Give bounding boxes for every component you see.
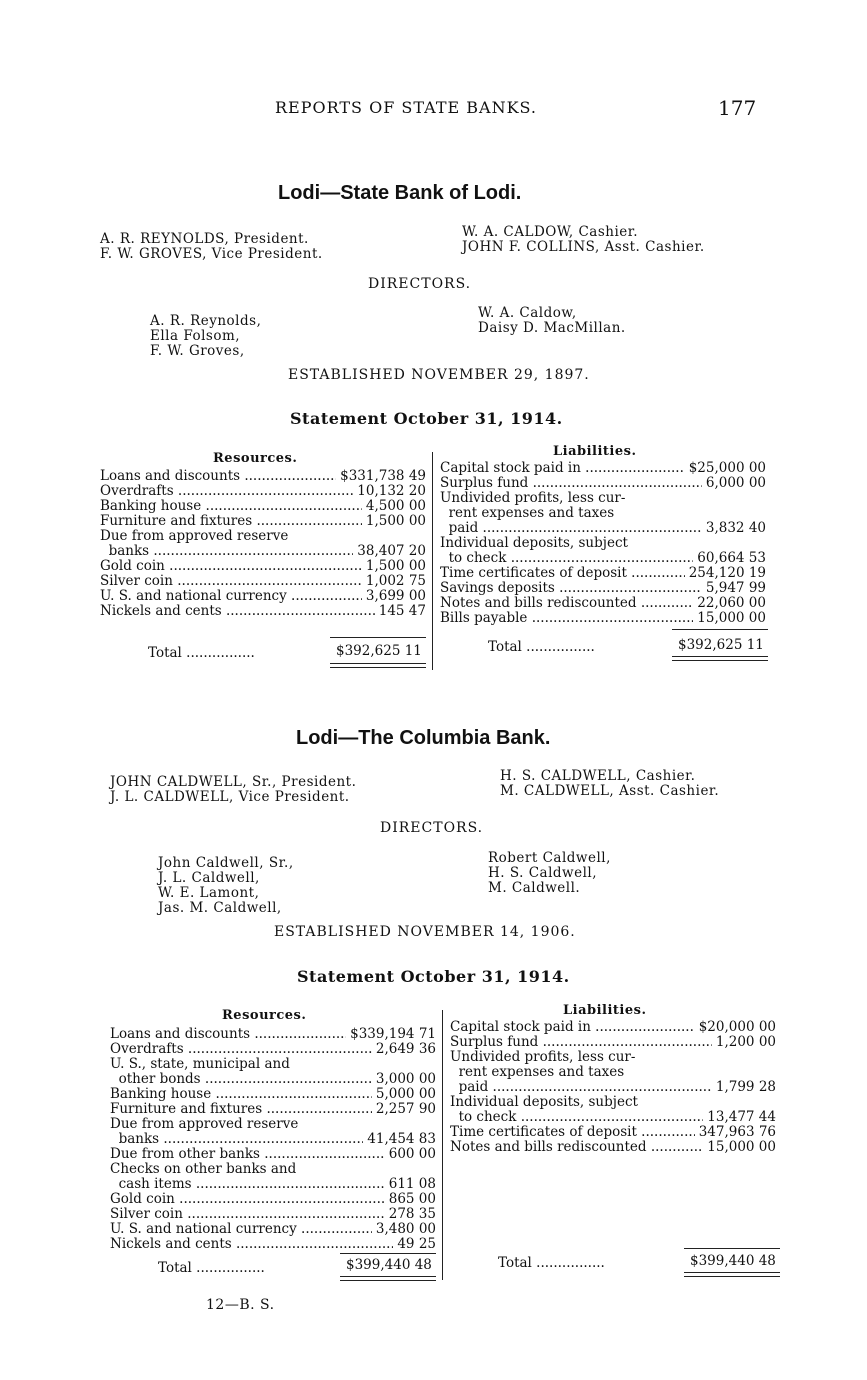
row-label: Silver coin .....	[110, 1207, 385, 1222]
row-label: Gold coin .....	[100, 559, 362, 574]
row-amount: 145 47	[378, 603, 426, 619]
row-label: Capital stock paid in .....	[440, 461, 685, 476]
row-label: Individual deposits, subject	[450, 1095, 638, 1110]
row-amount: 1,500 00	[365, 513, 426, 529]
statement-row	[100, 604, 426, 619]
row-amount: 600 00	[388, 1146, 436, 1162]
statement-row	[440, 491, 766, 506]
row-amount	[422, 529, 426, 544]
rule	[672, 629, 768, 630]
total-label: Total	[498, 1255, 532, 1271]
signature-mark: 12—B. S.	[206, 1297, 275, 1313]
row-amount: 1,002 75	[365, 573, 426, 589]
bank1-title: Lodi—State Bank of Lodi.	[278, 182, 522, 204]
statement-row	[110, 1117, 436, 1132]
officer: F. W. GROVES, Vice President.	[100, 246, 323, 262]
officer: H. S. CALDWELL, Cashier.	[500, 768, 696, 784]
bank1-officers-right	[462, 225, 705, 255]
statement-row	[440, 461, 766, 476]
bank2-title: Lodi—The Columbia Bank.	[296, 727, 551, 749]
row-label: Furniture and fixtures .....	[100, 514, 362, 529]
row-label: Nickels and cents .....	[100, 604, 375, 619]
bank2-liabilities-heading: Liabilities.	[563, 1003, 647, 1018]
director: H. S. Caldwell,	[488, 865, 598, 881]
row-amount: 611 08	[388, 1176, 436, 1192]
row-amount	[772, 1065, 776, 1080]
bank1-resources-heading: Resources.	[213, 451, 298, 466]
statement-row	[450, 1020, 776, 1035]
row-amount: 13,477 44	[707, 1109, 776, 1125]
bank2-liabilities-total-label: Total ................	[498, 1255, 605, 1271]
bank1-established: ESTABLISHED NOVEMBER 29, 1897.	[288, 367, 590, 383]
statement-row	[440, 521, 766, 536]
row-label: Loans and discounts .....	[100, 469, 336, 484]
row-amount: $25,000 00	[688, 460, 766, 476]
bank2-officers-right	[500, 769, 719, 799]
row-label: U. S. and national currency .....	[110, 1222, 372, 1237]
officer: J. L. CALDWELL, Vice President.	[110, 789, 350, 805]
statement-row	[110, 1087, 436, 1102]
row-amount	[432, 1057, 436, 1072]
bank1-statement-date: Statement October 31, 1914.	[290, 409, 563, 428]
row-label: Individual deposits, subject	[440, 536, 628, 551]
row-label: Nickels and cents .....	[110, 1237, 393, 1252]
row-amount: 3,832 40	[705, 520, 766, 536]
row-label: Gold coin .....	[110, 1192, 385, 1207]
row-amount: 15,000 00	[707, 1139, 776, 1155]
row-label: Loans and discounts .....	[110, 1027, 346, 1042]
statement-row	[450, 1110, 776, 1125]
double-rule	[340, 1280, 436, 1281]
statement-row	[100, 544, 426, 559]
statement-row	[110, 1027, 436, 1042]
column-divider	[432, 452, 433, 670]
row-amount: 278 35	[388, 1206, 436, 1222]
statement-row	[440, 536, 766, 551]
row-label: to check .....	[440, 551, 693, 566]
statement-row	[100, 484, 426, 499]
row-amount	[762, 536, 766, 551]
statement-row	[440, 476, 766, 491]
row-label: Banking house .....	[110, 1087, 372, 1102]
total-label: Total	[158, 1260, 192, 1276]
row-label: Due from other banks .....	[110, 1147, 385, 1162]
row-amount	[762, 506, 766, 521]
rule	[330, 637, 426, 638]
row-label: rent expenses and taxes	[440, 506, 615, 521]
row-label: cash items .....	[110, 1177, 385, 1192]
statement-row	[110, 1102, 436, 1117]
row-amount: 1,200 00	[715, 1034, 776, 1050]
row-amount: 49 25	[397, 1236, 436, 1252]
row-amount: $331,738 49	[340, 468, 426, 484]
row-amount: 865 00	[388, 1191, 436, 1207]
bank2-officers-left	[110, 775, 356, 805]
row-label: Overdrafts .....	[110, 1042, 372, 1057]
bank1-liabilities-table	[440, 461, 766, 626]
row-label: Banking house .....	[100, 499, 362, 514]
row-label: Time certificates of deposit .....	[450, 1125, 695, 1140]
statement-row	[440, 566, 766, 581]
row-label: U. S., state, municipal and	[110, 1057, 290, 1072]
double-rule	[684, 1272, 780, 1273]
row-label: paid .....	[440, 521, 702, 536]
bank1-liabilities-heading: Liabilities.	[553, 444, 637, 459]
row-amount: 3,699 00	[365, 588, 426, 604]
row-label: Surplus fund .....	[440, 476, 702, 491]
director: W. E. Lamont,	[158, 885, 260, 901]
director: Daisy D. MacMillan.	[478, 320, 626, 336]
row-label: U. S. and national currency .....	[100, 589, 362, 604]
row-label: Silver coin .....	[100, 574, 362, 589]
statement-row	[440, 611, 766, 626]
row-amount: 347,963 76	[698, 1124, 776, 1140]
bank2-liabilities-total: $399,440 48	[690, 1253, 776, 1269]
row-amount: 41,454 83	[367, 1131, 436, 1147]
row-label: Furniture and fixtures .....	[110, 1102, 372, 1117]
running-title: REPORTS OF STATE BANKS.	[275, 98, 538, 117]
statement-row	[110, 1132, 436, 1147]
row-label: Savings deposits .....	[440, 581, 702, 596]
page-number: 177	[718, 96, 757, 120]
statement-row	[110, 1042, 436, 1057]
statement-row	[100, 574, 426, 589]
officer: W. A. CALDOW, Cashier.	[462, 224, 639, 240]
bank2-established: ESTABLISHED NOVEMBER 14, 1906.	[274, 924, 576, 940]
director: F. W. Groves,	[150, 343, 245, 359]
bank2-resources-heading: Resources.	[222, 1008, 307, 1023]
bank2-resources-total-label: Total ................	[158, 1260, 265, 1276]
statement-row	[100, 469, 426, 484]
director: Ella Folsom,	[150, 328, 241, 344]
bank1-officers-left	[100, 232, 323, 262]
row-label: to check .....	[450, 1110, 703, 1125]
row-label: Checks on other banks and	[110, 1162, 297, 1177]
row-amount: 10,132 20	[357, 483, 426, 499]
statement-row	[450, 1140, 776, 1155]
officer: JOHN CALDWELL, Sr., President.	[110, 774, 357, 790]
statement-row	[110, 1222, 436, 1237]
row-label: Time certificates of deposit .....	[440, 566, 685, 581]
statement-row	[440, 551, 766, 566]
bank2-directors-left	[158, 856, 294, 916]
director: M. Caldwell.	[488, 880, 581, 896]
bank2-resources-table	[110, 1027, 436, 1252]
row-amount: 254,120 19	[688, 565, 766, 581]
statement-row	[110, 1177, 436, 1192]
double-rule	[340, 1276, 436, 1277]
officer: A. R. REYNOLDS, President.	[100, 231, 309, 247]
double-rule	[330, 663, 426, 664]
row-amount: 4,500 00	[365, 498, 426, 514]
statement-row	[440, 506, 766, 521]
statement-row	[100, 514, 426, 529]
bank2-directors-right	[488, 851, 611, 896]
bank1-directors-right	[478, 306, 626, 336]
bank1-resources-total-label: Total ................	[148, 645, 255, 661]
statement-row	[110, 1237, 436, 1252]
row-amount: $20,000 00	[698, 1019, 776, 1035]
statement-row	[450, 1125, 776, 1140]
row-amount: $339,194 71	[350, 1026, 436, 1042]
rule	[340, 1253, 436, 1254]
double-rule	[330, 667, 426, 668]
double-rule	[684, 1276, 780, 1277]
row-amount: 3,000 00	[375, 1071, 436, 1087]
director: Robert Caldwell,	[488, 850, 611, 866]
director: J. L. Caldwell,	[158, 870, 260, 886]
statement-row	[100, 559, 426, 574]
statement-row	[450, 1035, 776, 1050]
row-label: Bills payable .....	[440, 611, 693, 626]
statement-row	[450, 1065, 776, 1080]
statement-row	[110, 1207, 436, 1222]
bank1-directors-left	[150, 314, 261, 359]
row-label: Overdrafts .....	[100, 484, 353, 499]
row-amount: 60,664 53	[697, 550, 766, 566]
total-label: Total	[488, 639, 522, 655]
officer: M. CALDWELL, Asst. Cashier.	[500, 783, 720, 799]
director: John Caldwell, Sr.,	[158, 855, 294, 871]
rule	[684, 1248, 780, 1249]
statement-row	[110, 1192, 436, 1207]
statement-row	[110, 1147, 436, 1162]
director: Jas. M. Caldwell,	[158, 900, 282, 916]
row-amount: 5,000 00	[375, 1086, 436, 1102]
row-label: Due from approved reserve	[110, 1117, 299, 1132]
bank1-resources-total: $392,625 11	[336, 643, 422, 659]
row-label: other bonds .....	[110, 1072, 372, 1087]
row-label: banks .....	[110, 1132, 363, 1147]
row-amount: 6,000 00	[705, 475, 766, 491]
bank2-statement-date: Statement October 31, 1914.	[297, 967, 570, 986]
row-label: banks .....	[100, 544, 353, 559]
director: W. A. Caldow,	[478, 305, 577, 321]
bank2-resources-total: $399,440 48	[346, 1257, 432, 1273]
row-label: Undivided profits, less cur-	[440, 491, 626, 506]
row-label: Notes and bills rediscounted .....	[440, 596, 693, 611]
row-label: Notes and bills rediscounted .....	[450, 1140, 703, 1155]
bank1-liabilities-total-label: Total ................	[488, 639, 595, 655]
row-amount: 3,480 00	[375, 1221, 436, 1237]
statement-row	[100, 529, 426, 544]
row-amount: 1,799 28	[715, 1079, 776, 1095]
row-amount: 38,407 20	[357, 543, 426, 559]
statement-row	[100, 499, 426, 514]
double-rule	[672, 656, 768, 657]
statement-row	[110, 1162, 436, 1177]
row-label: Surplus fund .....	[450, 1035, 712, 1050]
bank1-resources-table	[100, 469, 426, 619]
row-amount	[432, 1117, 436, 1132]
bank1-directors-heading: DIRECTORS.	[368, 276, 472, 292]
row-amount	[772, 1050, 776, 1065]
row-label: Due from approved reserve	[100, 529, 289, 544]
row-amount: 22,060 00	[697, 595, 766, 611]
statement-row	[440, 596, 766, 611]
row-label: paid .....	[450, 1080, 712, 1095]
statement-row	[110, 1072, 436, 1087]
total-label: Total	[148, 645, 182, 661]
statement-row	[450, 1050, 776, 1065]
row-amount	[772, 1095, 776, 1110]
row-amount: 15,000 00	[697, 610, 766, 626]
statement-row	[440, 581, 766, 596]
row-label: Capital stock paid in .....	[450, 1020, 695, 1035]
bank1-liabilities-total: $392,625 11	[678, 637, 764, 653]
statement-row	[100, 589, 426, 604]
column-divider	[442, 1010, 443, 1280]
row-amount	[432, 1162, 436, 1177]
bank2-directors-heading: DIRECTORS.	[380, 820, 484, 836]
officer: JOHN F. COLLINS, Asst. Cashier.	[462, 239, 705, 255]
statement-row	[450, 1095, 776, 1110]
row-amount: 5,947 99	[705, 580, 766, 596]
double-rule	[672, 660, 768, 661]
statement-row	[110, 1057, 436, 1072]
director: A. R. Reynolds,	[150, 313, 262, 329]
row-amount: 2,257 90	[375, 1101, 436, 1117]
bank2-liabilities-table	[450, 1020, 776, 1155]
row-amount: 1,500 00	[365, 558, 426, 574]
row-amount: 2,649 36	[375, 1041, 436, 1057]
row-label: rent expenses and taxes	[450, 1065, 625, 1080]
row-label: Undivided profits, less cur-	[450, 1050, 636, 1065]
statement-row	[450, 1080, 776, 1095]
row-amount	[762, 491, 766, 506]
